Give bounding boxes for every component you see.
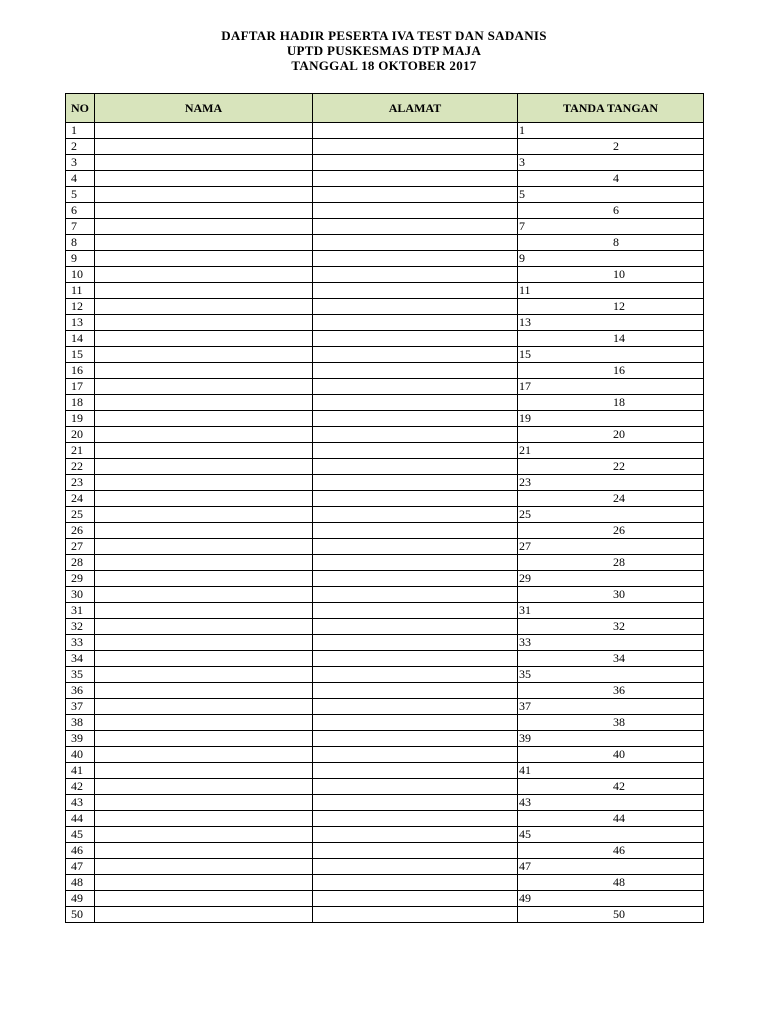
tanda-tangan-cell[interactable]: 12 xyxy=(518,299,704,315)
alamat-cell[interactable] xyxy=(313,603,518,619)
tanda-tangan-cell[interactable]: 4 xyxy=(518,171,704,187)
tanda-tangan-cell[interactable]: 50 xyxy=(518,907,704,923)
tanda-tangan-cell[interactable]: 1 xyxy=(518,123,704,139)
nama-cell[interactable] xyxy=(95,155,313,171)
table-row xyxy=(66,235,704,251)
tanda-tangan-cell[interactable]: 37 xyxy=(518,699,704,715)
row-number: 30 xyxy=(66,587,95,603)
alamat-cell[interactable] xyxy=(313,763,518,779)
row-number: 32 xyxy=(66,619,95,635)
row-number: 33 xyxy=(66,635,95,651)
table-row xyxy=(66,859,704,875)
alamat-cell[interactable] xyxy=(313,219,518,235)
row-number: 8 xyxy=(66,235,95,251)
nama-cell[interactable] xyxy=(95,571,313,587)
tanda-tangan-cell[interactable]: 26 xyxy=(518,523,704,539)
nama-cell[interactable] xyxy=(95,891,313,907)
table-row xyxy=(66,283,704,299)
table-row xyxy=(66,395,704,411)
nama-cell[interactable] xyxy=(95,331,313,347)
tanda-tangan-cell[interactable]: 2 xyxy=(518,139,704,155)
table-row xyxy=(66,139,704,155)
nama-cell[interactable] xyxy=(95,619,313,635)
document-title: DAFTAR HADIR PESERTA IVA TEST DAN SADANIS xyxy=(221,28,547,43)
tanda-tangan-cell[interactable]: 38 xyxy=(518,715,704,731)
nama-cell[interactable] xyxy=(95,139,313,155)
tanda-tangan-cell[interactable]: 34 xyxy=(518,651,704,667)
row-number: 43 xyxy=(66,795,95,811)
table-row xyxy=(66,219,704,235)
header-alamat: ALAMAT xyxy=(313,94,518,123)
table-row xyxy=(66,827,704,843)
row-number: 7 xyxy=(66,219,95,235)
header-no: NO xyxy=(66,94,95,123)
alamat-cell[interactable] xyxy=(313,667,518,683)
nama-cell[interactable] xyxy=(95,251,313,267)
table-row xyxy=(66,427,704,443)
row-number: 39 xyxy=(66,731,95,747)
alamat-cell[interactable] xyxy=(313,363,518,379)
tanda-tangan-cell[interactable]: 16 xyxy=(518,363,704,379)
tanda-tangan-cell[interactable]: 22 xyxy=(518,459,704,475)
row-number: 17 xyxy=(66,379,95,395)
tanda-tangan-cell[interactable]: 36 xyxy=(518,683,704,699)
tanda-tangan-cell[interactable]: 18 xyxy=(518,395,704,411)
row-number: 48 xyxy=(66,875,95,891)
tanda-tangan-cell[interactable]: 7 xyxy=(518,219,704,235)
table-row xyxy=(66,635,704,651)
nama-cell[interactable] xyxy=(95,827,313,843)
alamat-cell[interactable] xyxy=(313,395,518,411)
row-number: 4 xyxy=(66,171,95,187)
table-row xyxy=(66,315,704,331)
row-number: 29 xyxy=(66,571,95,587)
nama-cell[interactable] xyxy=(95,523,313,539)
row-number: 10 xyxy=(66,267,95,283)
table-row xyxy=(66,507,704,523)
alamat-cell[interactable] xyxy=(313,811,518,827)
row-number: 19 xyxy=(66,411,95,427)
table-row xyxy=(66,443,704,459)
tanda-tangan-cell[interactable]: 13 xyxy=(518,315,704,331)
alamat-cell[interactable] xyxy=(313,235,518,251)
alamat-cell[interactable] xyxy=(313,779,518,795)
tanda-tangan-cell[interactable]: 42 xyxy=(518,779,704,795)
row-number: 38 xyxy=(66,715,95,731)
table-row xyxy=(66,491,704,507)
nama-cell[interactable] xyxy=(95,779,313,795)
table-row xyxy=(66,123,704,139)
row-number: 20 xyxy=(66,427,95,443)
alamat-cell[interactable] xyxy=(313,123,518,139)
alamat-cell[interactable] xyxy=(313,891,518,907)
tanda-tangan-cell[interactable]: 10 xyxy=(518,267,704,283)
tanda-tangan-cell[interactable]: 3 xyxy=(518,155,704,171)
nama-cell[interactable] xyxy=(95,347,313,363)
nama-cell[interactable] xyxy=(95,747,313,763)
tanda-tangan-cell[interactable]: 33 xyxy=(518,635,704,651)
nama-cell[interactable] xyxy=(95,667,313,683)
tanda-tangan-cell[interactable]: 17 xyxy=(518,379,704,395)
row-number: 1 xyxy=(66,123,95,139)
tanda-tangan-cell[interactable]: 43 xyxy=(518,795,704,811)
nama-cell[interactable] xyxy=(95,651,313,667)
table-row xyxy=(66,299,704,315)
table-row xyxy=(66,459,704,475)
alamat-cell[interactable] xyxy=(313,331,518,347)
tanda-tangan-cell[interactable]: 46 xyxy=(518,843,704,859)
row-number: 47 xyxy=(66,859,95,875)
row-number: 50 xyxy=(66,907,95,923)
table-row xyxy=(66,747,704,763)
tanda-tangan-cell[interactable]: 39 xyxy=(518,731,704,747)
tanda-tangan-cell[interactable]: 31 xyxy=(518,603,704,619)
row-number: 42 xyxy=(66,779,95,795)
nama-cell[interactable] xyxy=(95,267,313,283)
row-number: 5 xyxy=(66,187,95,203)
row-number: 37 xyxy=(66,699,95,715)
row-number: 46 xyxy=(66,843,95,859)
tanda-tangan-cell[interactable]: 49 xyxy=(518,891,704,907)
table-row xyxy=(66,891,704,907)
alamat-cell[interactable] xyxy=(313,347,518,363)
table-row xyxy=(66,539,704,555)
nama-cell[interactable] xyxy=(95,587,313,603)
row-number: 18 xyxy=(66,395,95,411)
table-row xyxy=(66,187,704,203)
row-number: 40 xyxy=(66,747,95,763)
alamat-cell[interactable] xyxy=(313,587,518,603)
nama-cell[interactable] xyxy=(95,555,313,571)
alamat-cell[interactable] xyxy=(313,379,518,395)
nama-cell[interactable] xyxy=(95,539,313,555)
nama-cell[interactable] xyxy=(95,283,313,299)
tanda-tangan-cell[interactable]: 23 xyxy=(518,475,704,491)
row-number: 35 xyxy=(66,667,95,683)
row-number: 25 xyxy=(66,507,95,523)
table-row xyxy=(66,267,704,283)
alamat-cell[interactable] xyxy=(313,827,518,843)
nama-cell[interactable] xyxy=(95,475,313,491)
tanda-tangan-cell[interactable]: 6 xyxy=(518,203,704,219)
alamat-cell[interactable] xyxy=(313,283,518,299)
tanda-tangan-cell[interactable]: 35 xyxy=(518,667,704,683)
nama-cell[interactable] xyxy=(95,171,313,187)
row-number: 14 xyxy=(66,331,95,347)
tanda-tangan-cell[interactable]: 45 xyxy=(518,827,704,843)
alamat-cell[interactable] xyxy=(313,411,518,427)
row-number: 49 xyxy=(66,891,95,907)
tanda-tangan-cell[interactable]: 8 xyxy=(518,235,704,251)
nama-cell[interactable] xyxy=(95,203,313,219)
alamat-cell[interactable] xyxy=(313,187,518,203)
attendance-table xyxy=(65,93,704,923)
row-number: 22 xyxy=(66,459,95,475)
nama-cell[interactable] xyxy=(95,859,313,875)
table-row xyxy=(66,363,704,379)
row-number: 16 xyxy=(66,363,95,379)
alamat-cell[interactable] xyxy=(313,459,518,475)
nama-cell[interactable] xyxy=(95,299,313,315)
nama-cell[interactable] xyxy=(95,875,313,891)
row-number: 41 xyxy=(66,763,95,779)
nama-cell[interactable] xyxy=(95,715,313,731)
table-row xyxy=(66,411,704,427)
tanda-tangan-cell[interactable]: 40 xyxy=(518,747,704,763)
nama-cell[interactable] xyxy=(95,635,313,651)
row-number: 21 xyxy=(66,443,95,459)
alamat-cell[interactable] xyxy=(313,155,518,171)
alamat-cell[interactable] xyxy=(313,507,518,523)
row-number: 44 xyxy=(66,811,95,827)
tanda-tangan-cell[interactable]: 32 xyxy=(518,619,704,635)
table-row xyxy=(66,555,704,571)
tanda-tangan-cell[interactable]: 5 xyxy=(518,187,704,203)
header-nama: NAMA xyxy=(95,94,313,123)
tanda-tangan-cell[interactable]: 27 xyxy=(518,539,704,555)
tanda-tangan-cell[interactable]: 44 xyxy=(518,811,704,827)
table-row xyxy=(66,251,704,267)
row-number: 3 xyxy=(66,155,95,171)
alamat-cell[interactable] xyxy=(313,683,518,699)
table-row xyxy=(66,603,704,619)
row-number: 23 xyxy=(66,475,95,491)
row-number: 15 xyxy=(66,347,95,363)
table-row xyxy=(66,619,704,635)
nama-cell[interactable] xyxy=(95,907,313,923)
alamat-cell[interactable] xyxy=(313,171,518,187)
nama-cell[interactable] xyxy=(95,603,313,619)
document-title-block xyxy=(0,28,768,73)
tanda-tangan-cell[interactable]: 19 xyxy=(518,411,704,427)
nama-cell[interactable] xyxy=(95,683,313,699)
row-number: 34 xyxy=(66,651,95,667)
nama-cell[interactable] xyxy=(95,459,313,475)
table-row xyxy=(66,779,704,795)
tanda-tangan-cell[interactable]: 20 xyxy=(518,427,704,443)
tanda-tangan-cell[interactable]: 11 xyxy=(518,283,704,299)
nama-cell[interactable] xyxy=(95,395,313,411)
row-number: 28 xyxy=(66,555,95,571)
nama-cell[interactable] xyxy=(95,795,313,811)
alamat-cell[interactable] xyxy=(313,747,518,763)
alamat-cell[interactable] xyxy=(313,571,518,587)
table-row xyxy=(66,875,704,891)
header-tanda-tangan: TANDA TANGAN xyxy=(518,94,704,123)
nama-cell[interactable] xyxy=(95,123,313,139)
alamat-cell[interactable] xyxy=(313,635,518,651)
table-row xyxy=(66,683,704,699)
alamat-cell[interactable] xyxy=(313,651,518,667)
row-number: 6 xyxy=(66,203,95,219)
row-number: 9 xyxy=(66,251,95,267)
nama-cell[interactable] xyxy=(95,187,313,203)
tanda-tangan-cell[interactable]: 9 xyxy=(518,251,704,267)
row-number: 13 xyxy=(66,315,95,331)
alamat-cell[interactable] xyxy=(313,267,518,283)
tanda-tangan-cell[interactable]: 15 xyxy=(518,347,704,363)
table-row xyxy=(66,171,704,187)
nama-cell[interactable] xyxy=(95,699,313,715)
tanda-tangan-cell[interactable]: 48 xyxy=(518,875,704,891)
alamat-cell[interactable] xyxy=(313,843,518,859)
nama-cell[interactable] xyxy=(95,427,313,443)
row-number: 36 xyxy=(66,683,95,699)
alamat-cell[interactable] xyxy=(313,699,518,715)
nama-cell[interactable] xyxy=(95,507,313,523)
table-row xyxy=(66,475,704,491)
alamat-cell[interactable] xyxy=(313,715,518,731)
table-row xyxy=(66,715,704,731)
row-number: 11 xyxy=(66,283,95,299)
table-row xyxy=(66,571,704,587)
alamat-cell[interactable] xyxy=(313,475,518,491)
nama-cell[interactable] xyxy=(95,811,313,827)
table-row xyxy=(66,155,704,171)
tanda-tangan-cell[interactable]: 21 xyxy=(518,443,704,459)
alamat-cell[interactable] xyxy=(313,539,518,555)
document-subtitle-date: TANGGAL 18 OKTOBER 2017 xyxy=(291,58,477,73)
table-row xyxy=(66,347,704,363)
tanda-tangan-cell[interactable]: 24 xyxy=(518,491,704,507)
alamat-cell[interactable] xyxy=(313,315,518,331)
nama-cell[interactable] xyxy=(95,411,313,427)
tanda-tangan-cell[interactable]: 29 xyxy=(518,571,704,587)
alamat-cell[interactable] xyxy=(313,491,518,507)
table-row xyxy=(66,523,704,539)
nama-cell[interactable] xyxy=(95,491,313,507)
alamat-cell[interactable] xyxy=(313,139,518,155)
table-header-row xyxy=(66,94,704,123)
table-row xyxy=(66,843,704,859)
table-row xyxy=(66,379,704,395)
nama-cell[interactable] xyxy=(95,315,313,331)
row-number: 2 xyxy=(66,139,95,155)
table-row xyxy=(66,811,704,827)
nama-cell[interactable] xyxy=(95,731,313,747)
alamat-cell[interactable] xyxy=(313,427,518,443)
tanda-tangan-cell[interactable]: 28 xyxy=(518,555,704,571)
tanda-tangan-cell[interactable]: 47 xyxy=(518,859,704,875)
nama-cell[interactable] xyxy=(95,843,313,859)
alamat-cell[interactable] xyxy=(313,443,518,459)
alamat-cell[interactable] xyxy=(313,859,518,875)
alamat-cell[interactable] xyxy=(313,299,518,315)
tanda-tangan-cell[interactable]: 41 xyxy=(518,763,704,779)
tanda-tangan-cell[interactable]: 30 xyxy=(518,587,704,603)
alamat-cell[interactable] xyxy=(313,875,518,891)
table-row xyxy=(66,907,704,923)
table-body xyxy=(66,123,704,923)
nama-cell[interactable] xyxy=(95,363,313,379)
nama-cell[interactable] xyxy=(95,763,313,779)
table-row xyxy=(66,795,704,811)
table-row xyxy=(66,731,704,747)
row-number: 24 xyxy=(66,491,95,507)
alamat-cell[interactable] xyxy=(313,619,518,635)
alamat-cell[interactable] xyxy=(313,203,518,219)
row-number: 31 xyxy=(66,603,95,619)
tanda-tangan-cell[interactable]: 14 xyxy=(518,331,704,347)
nama-cell[interactable] xyxy=(95,443,313,459)
row-number: 45 xyxy=(66,827,95,843)
alamat-cell[interactable] xyxy=(313,907,518,923)
alamat-cell[interactable] xyxy=(313,523,518,539)
table-row xyxy=(66,763,704,779)
alamat-cell[interactable] xyxy=(313,251,518,267)
nama-cell[interactable] xyxy=(95,219,313,235)
table-row xyxy=(66,203,704,219)
row-number: 27 xyxy=(66,539,95,555)
nama-cell[interactable] xyxy=(95,379,313,395)
alamat-cell[interactable] xyxy=(313,795,518,811)
table-row xyxy=(66,651,704,667)
alamat-cell[interactable] xyxy=(313,731,518,747)
nama-cell[interactable] xyxy=(95,235,313,251)
table-row xyxy=(66,667,704,683)
row-number: 26 xyxy=(66,523,95,539)
row-number: 12 xyxy=(66,299,95,315)
table-row xyxy=(66,699,704,715)
tanda-tangan-cell[interactable]: 25 xyxy=(518,507,704,523)
document-subtitle-institution: UPTD PUSKESMAS DTP MAJA xyxy=(286,43,482,58)
alamat-cell[interactable] xyxy=(313,555,518,571)
table-row xyxy=(66,331,704,347)
table-row xyxy=(66,587,704,603)
